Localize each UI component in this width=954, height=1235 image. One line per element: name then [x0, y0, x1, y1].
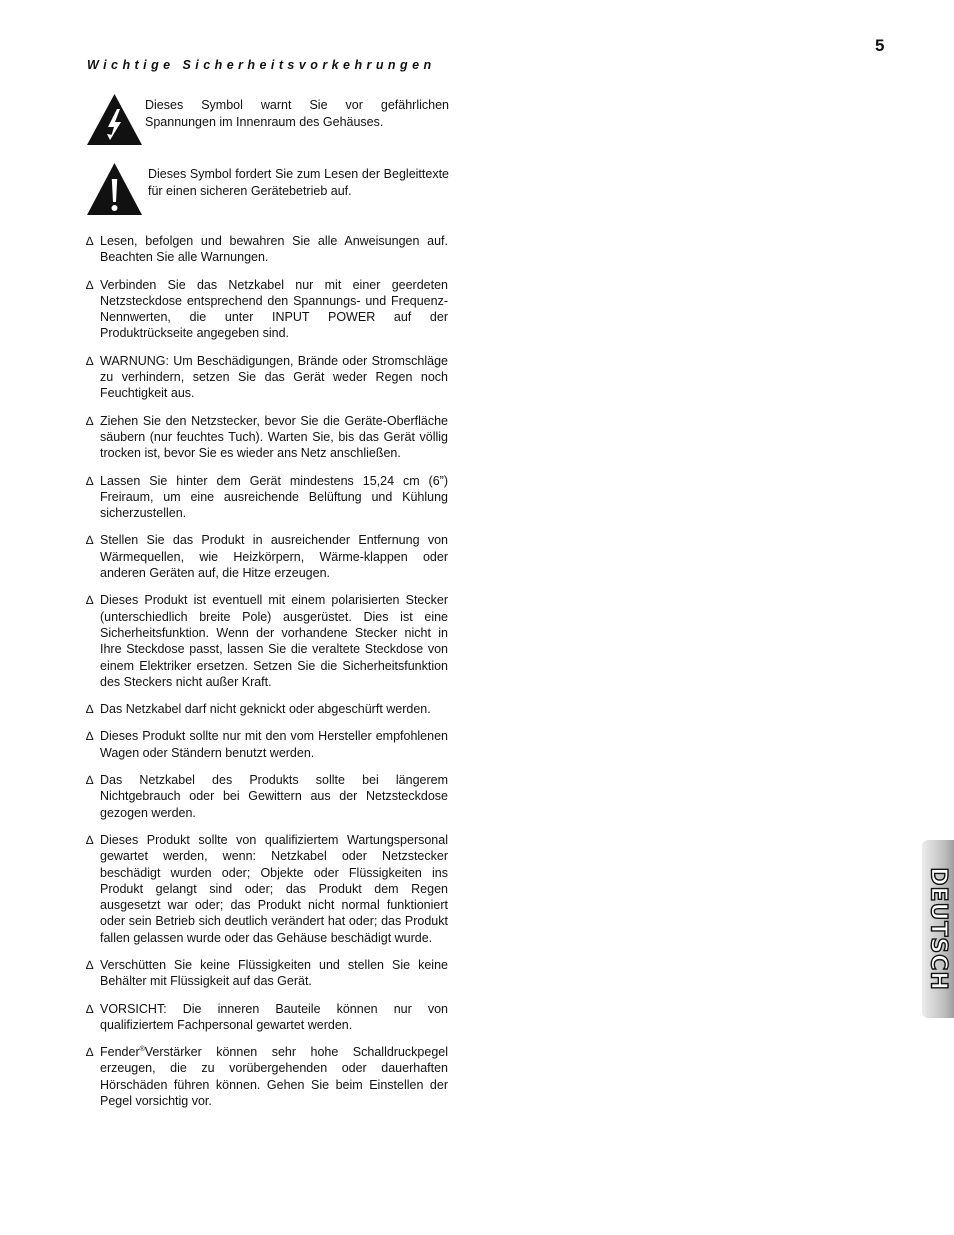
- brand-name: Fender: [100, 1045, 140, 1060]
- list-item: [86, 772, 448, 821]
- exclamation-symbol-text: Dieses Symbol fordert Sie zum Lesen der Begleittexte für einen sicheren Gerätebetrieb auf.: [148, 167, 449, 198]
- bullet-delta-icon: ∆: [86, 473, 94, 488]
- bullet-delta-icon: ∆: [86, 832, 94, 847]
- list-item: [86, 413, 448, 462]
- list-item-text: Verstärker können sehr hohe Schalldruckpegel erzeugen, die zu vorübergehenden oder dauerhaften Hörschäden führen können. Gehen Sie beim Einstellen der Pegel vorsichtig vor.: [100, 1045, 448, 1109]
- page-number: 5: [875, 36, 885, 55]
- list-item-text: WARNUNG: Um Beschädigungen, Brände oder Stromschläge zu verhindern, setzen Sie das Gerät weder Regen noch Feuchtigkeit aus.: [100, 353, 448, 401]
- exclamation-warning-icon: [86, 162, 143, 216]
- bullet-delta-icon: ∆: [86, 533, 94, 548]
- page-heading: Wichtige Sicherheitsvorkehrungen: [87, 58, 436, 72]
- list-item-text: Dieses Produkt sollte von qualifiziertem Wartungspersonal gewartet werden, wenn: Netzkabel oder Netzstecker beschädigt wurden oder; Objekte oder Flüssigkeiten ins Produkt gelangt sind oder; das Produkt dem Regen ausgesetzt war oder; das Produkt nicht normal funktioniert oder sein Betrieb sich deutlich verändert hat oder; das Produkt fallen gelassen wurde oder das Gehäuse beschädigt wurde.: [100, 832, 448, 945]
- list-item-text: Stellen Sie das Produkt in ausreichender Entfernung von Wärmequellen, wie Heizkörpern, Wärme-klappen oder anderen Geräten auf, die Hitze erzeugen.: [100, 533, 448, 581]
- list-item: [86, 1001, 448, 1034]
- list-item-text: VORSICHT: Die inneren Bauteile können nur von qualifiziertem Fachpersonal gewartet werden.: [100, 1001, 448, 1032]
- language-tab: [922, 840, 954, 1018]
- list-item: [86, 1044, 448, 1109]
- bullet-delta-icon: ∆: [86, 773, 94, 788]
- list-item-text: Ziehen Sie den Netzstecker, bevor Sie die Geräte-Oberfläche säubern (nur feuchtes Tuch). Warten Sie, bis das Gerät völlig trocken ist, bevor Sie es wieder ans Netz anschließen.: [100, 413, 448, 461]
- bullet-delta-icon: ∆: [86, 729, 94, 744]
- list-item: [86, 832, 448, 946]
- bullet-delta-icon: ∆: [86, 353, 94, 368]
- bullet-delta-icon: ∆: [86, 413, 94, 428]
- list-item-text: Das Netzkabel des Produkts sollte bei längerem Nichtgebrauch oder bei Gewittern aus der Netzsteckdose gezogen werden.: [100, 773, 448, 820]
- list-item: [86, 957, 448, 990]
- bullet-delta-icon: ∆: [86, 957, 94, 972]
- list-item-text: Verschütten Sie keine Flüssigkeiten und stellen Sie keine Behälter mit Flüssigkeit auf das Gerät.: [100, 957, 448, 989]
- bullet-delta-icon: ∆: [86, 593, 94, 608]
- bullet-delta-icon: ∆: [86, 234, 94, 248]
- registered-mark: ®: [139, 1046, 145, 1054]
- electric-shock-symbol-text: Dieses Symbol warnt Sie vor gefährlichen Spannungen im Innenraum des Gehäuses.: [145, 98, 449, 129]
- list-item: [86, 233, 448, 266]
- bullet-delta-icon: ∆: [86, 1001, 94, 1016]
- list-item: [86, 532, 448, 581]
- list-item-text: Lassen Sie hinter dem Gerät mindestens 15,24 cm (6”) Freiraum, um eine ausreichende Belüftung und Kühlung sicherzustellen.: [100, 473, 448, 521]
- bullet-delta-icon: ∆: [86, 1045, 94, 1060]
- list-item-text: Lesen, befolgen und bewahren Sie alle Anweisungen auf. Beachten Sie alle Warnungen.: [100, 234, 448, 265]
- list-item: [86, 353, 448, 402]
- list-item: [86, 473, 448, 522]
- safety-instructions-list: [86, 233, 448, 1120]
- list-item-text: Das Netzkabel darf nicht geknickt oder abgeschürft werden.: [100, 702, 431, 717]
- list-item-text: Verbinden Sie das Netzkabel nur mit einer geerdeten Netzsteckdose entsprechend den Spannungs- und Frequenz-Nennwerten, die unter INPUT POWER auf der Produktrückseite angegeben sind.: [100, 277, 448, 341]
- list-item: [86, 701, 448, 717]
- language-tab-label: DEUTSCH: [925, 867, 951, 991]
- exclamation-symbol-block: [86, 162, 449, 216]
- bullet-delta-icon: ∆: [86, 702, 94, 717]
- electric-shock-symbol-block: [86, 93, 449, 147]
- electric-shock-warning-icon: [86, 93, 143, 147]
- bullet-delta-icon: ∆: [86, 277, 94, 292]
- list-item: [86, 728, 448, 761]
- list-item-text: Dieses Produkt sollte nur mit den vom Hersteller empfohlenen Wagen oder Ständern benutzt werden.: [100, 729, 448, 760]
- list-item: [86, 592, 448, 690]
- list-item: [86, 277, 448, 342]
- list-item-text: Dieses Produkt ist eventuell mit einem polarisierten Stecker (unterschiedlich breite Pole) ausgerüstet. Dies ist eine Sicherheitsfunktion. Wenn der vorhandene Stecker nicht in Ihre Steckdose passt, lassen Sie die veraltete Steckdose von einem Elektriker ersetzen. Setzen Sie die Sicherheitsfunktion des Steckers nicht außer Kraft.: [100, 593, 448, 689]
